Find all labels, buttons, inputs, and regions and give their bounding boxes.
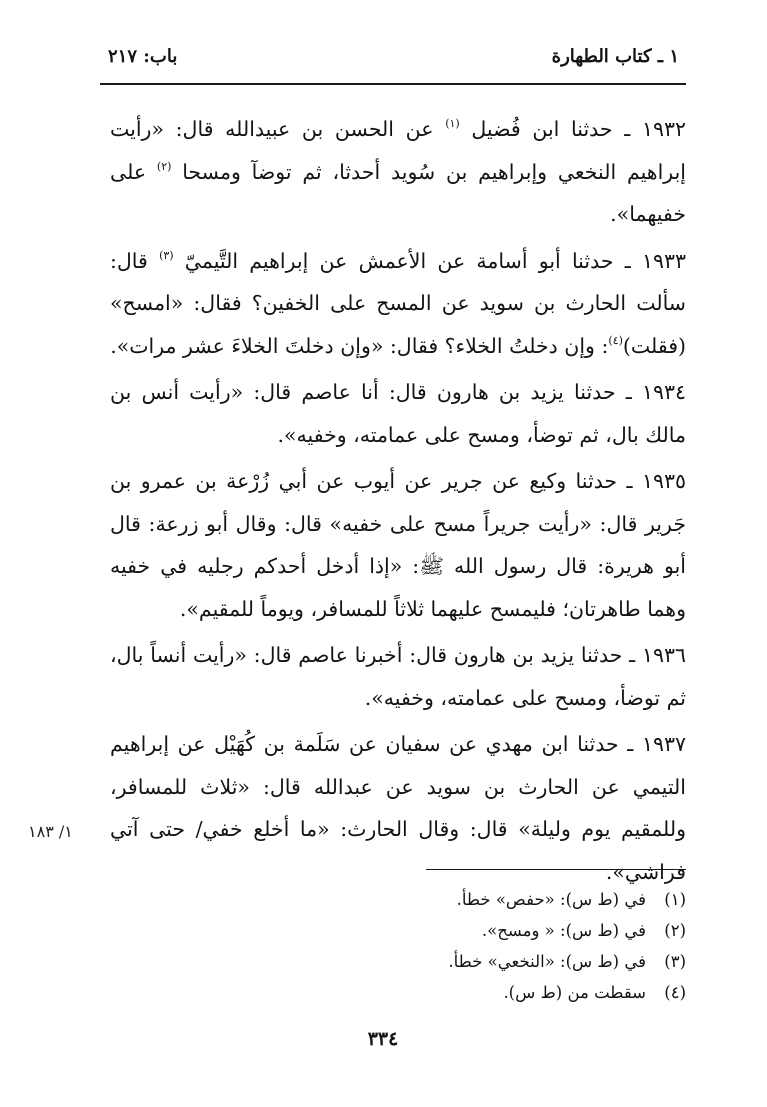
footnote-text: في (ط س): « ومسح». <box>481 921 646 940</box>
footnote-text: سقطت من (ط س). <box>503 983 646 1002</box>
bab-number: باب: ٢١٧ <box>108 46 178 67</box>
chapter-title: ١ ـ كتاب الطهارة <box>551 46 679 67</box>
footnote-ref-4: (٤) <box>608 333 623 347</box>
hadith-list <box>110 108 686 897</box>
hadith-text: على خفيهما». <box>110 159 686 226</box>
footnote-ref-3: (٣) <box>159 248 174 262</box>
hadith-text: ١٩٣٢ ـ حدثنا ابن فُضيل <box>459 117 687 141</box>
header-divider <box>100 83 686 85</box>
hadith-1935 <box>110 460 686 630</box>
footnote-number: (١) <box>664 890 686 909</box>
hadith-1934 <box>110 371 686 456</box>
footnote-item <box>380 946 686 977</box>
footnote-number: (٢) <box>664 921 686 940</box>
page-number: ٣٣٤ <box>367 1028 399 1050</box>
running-header <box>100 40 685 82</box>
footnote-ref-1: (١) <box>445 117 460 130</box>
hadith-text: عن الحسن بن عبيدالله قال: «رأيت إبراهيم النخعي وإبراهيم بن سُويد أحدثا، ثم توضآ ومسحا <box>110 117 686 184</box>
hadith-1937 <box>110 723 686 893</box>
hadith-1932 <box>110 108 686 236</box>
footnote-text: في (ط س): «النخعي» خطأ. <box>448 952 646 971</box>
footnote-divider <box>426 869 686 870</box>
footnote-item <box>380 884 686 915</box>
hadith-text: قال: سألت الحارث بن سويد عن المسح على الخفين؟ فقال: «امسح» (فقلت) <box>110 248 686 358</box>
hadith-text: ١٩٣٥ ـ حدثنا وكيع عن جرير عن أيوب عن أبي زُرْعة بن عمرو بن جَرير قال: «رأيت جريراً مسح على خفيه» قال: وقال أبو زرعة: قال أبو هريرة: قال رسول الله ﷺ: «إذا أدخل أحدكم رجليه في خفيه وهما طاهرتان؛ فليمسح عليهما ثلاثاً للمسافر، ويوماً للمقيم». <box>110 469 686 621</box>
footnote-item <box>380 915 686 946</box>
hadith-text: ١٩٣٦ ـ حدثنا يزيد بن هارون قال: أخبرنا عاصم قال: «رأيت أنساً بال، ثم توضأ، ومسح على عمامته، وخفيه». <box>110 643 686 710</box>
hadith-text: ١٩٣٧ ـ حدثنا ابن مهدي عن سفيان عن سَلَمة بن كُهَيْل عن إبراهيم التيمي عن الحارث بن سويد عن عبدالله قال: «ثلاث للمسافر، وللمقيم يوم وليلة» قال: وقال الحارث: «ما أخلع خفي/ حتى آتي فراشي». <box>110 732 686 884</box>
footnote-ref-2: (٢) <box>156 159 172 173</box>
hadith-text: : وإن دخلتُ الخلاء؟ فقال: «وإن دخلتَ الخلاءَ عشر مرات». <box>110 333 609 358</box>
hadith-1933 <box>110 240 686 368</box>
hadith-text: ١٩٣٤ ـ حدثنا يزيد بن هارون قال: أنا عاصم قال: «رأيت أنس بن مالك بال، ثم توضأ، ومسح على عمامته، وخفيه». <box>110 380 686 447</box>
hadith-text: ١٩٣٣ ـ حدثنا أبو أسامة عن الأعمش عن إبراهيم التَّيميّ <box>173 248 686 273</box>
footnotes <box>380 884 686 1008</box>
hadith-1936 <box>110 634 686 719</box>
footnote-text: في (ط س): «حفص» خطأ. <box>456 890 646 909</box>
footnote-number: (٣) <box>664 952 686 971</box>
margin-reference: ١/ ١٨٣ <box>28 822 73 841</box>
footnote-item <box>380 977 686 1008</box>
footnote-number: (٤) <box>664 983 686 1002</box>
